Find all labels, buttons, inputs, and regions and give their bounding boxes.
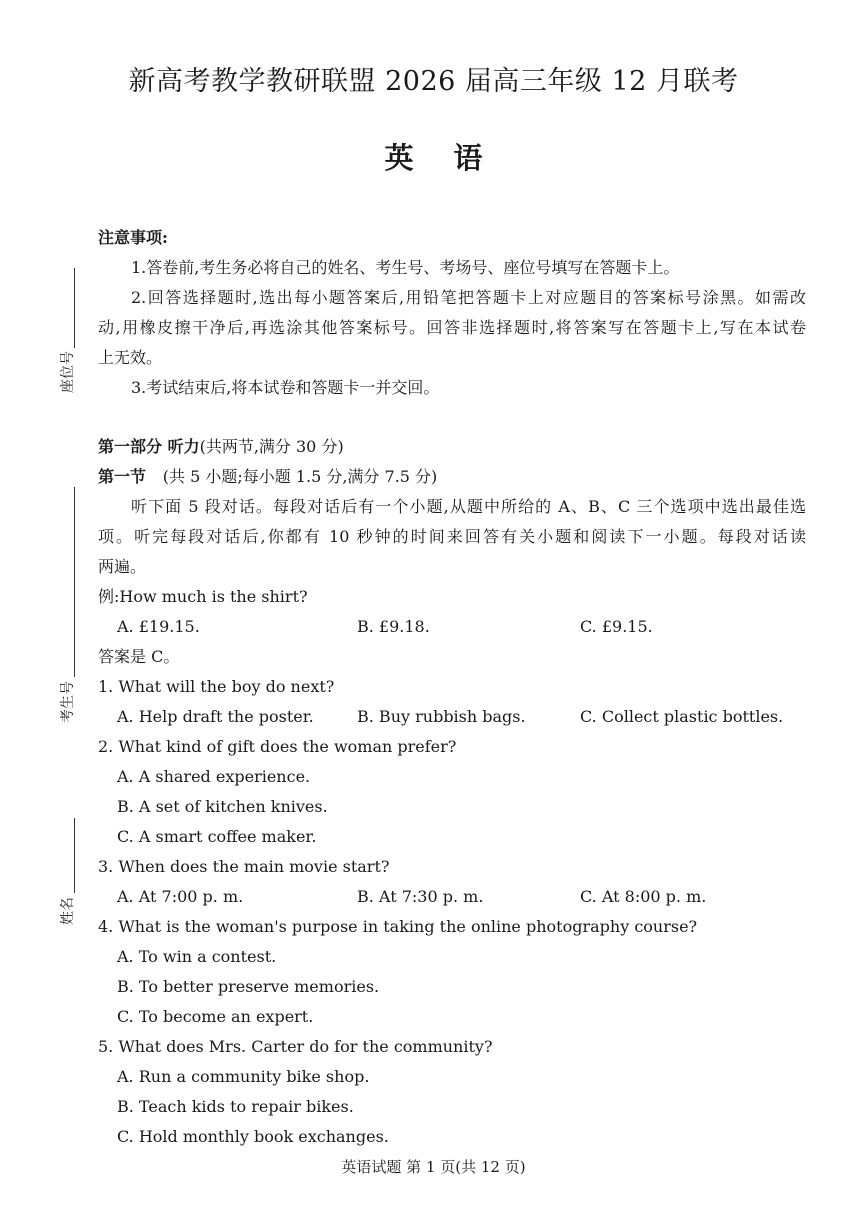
notice-heading: 注意事项: [98, 228, 168, 247]
notice-item-2-line-2: 动,用橡皮擦干净后,再选涂其他答案标号。回答非选择题时,将答案写在答题卡上,写在本试卷 [98, 318, 806, 337]
question-5-option-a: A. Run a community bike shop. [117, 1067, 370, 1086]
example-question: 例:How much is the shirt? [98, 587, 308, 606]
question-4: 4. What is the woman's purpose in taking the online photography course? [98, 917, 698, 936]
exam-body [98, 223, 806, 1152]
example-option-a: A. £19.15. [117, 617, 200, 636]
question-2-option-b: B. A set of kitchen knives. [117, 797, 328, 816]
notice-item-2-line-1: 2.回答选择题时,选出每小题答案后,用铅笔把答题卡上对应题目的答案标号涂黑。如需改 [131, 288, 806, 307]
question-2: 2. What kind of gift does the woman prefer? [98, 737, 457, 756]
seat-label: 座位号 [60, 351, 76, 393]
spacer [98, 424, 806, 432]
page-footer: 英语试题 第 1 页(共 12 页) [341, 1158, 526, 1176]
question-1-option-c: C. Collect plastic bottles. [580, 707, 784, 726]
question-1-option-a: A. Help draft the poster. [117, 707, 314, 726]
example-option-b: B. £9.18. [357, 617, 430, 636]
examinee-line [74, 487, 75, 677]
question-5: 5. What does Mrs. Carter do for the community? [98, 1037, 493, 1056]
question-3: 3. When does the main movie start? [98, 857, 390, 876]
example-option-c: C. £9.15. [580, 617, 653, 636]
examinee-no-label: 考生号 [60, 681, 76, 723]
section-1-score: (共 5 小题;每小题 1.5 分,满分 7.5 分) [162, 467, 438, 486]
spacer [98, 403, 806, 424]
example-answer: 答案是 C。 [98, 647, 180, 666]
question-3-option-b: B. At 7:30 p. m. [357, 887, 484, 906]
name-line [74, 818, 75, 893]
question-2-option-a: A. A shared experience. [117, 767, 311, 786]
exam-title: 新高考教学教研联盟 2026 届高三年级 12 月联考 [128, 66, 739, 97]
section-1-title: 第一节 [98, 467, 147, 486]
question-3-options [98, 882, 806, 912]
example-options [98, 612, 806, 642]
seat-line [74, 268, 75, 348]
part-1-score: (共两节,满分 30 分) [199, 437, 344, 456]
name-label: 姓名 [60, 897, 76, 925]
notice-item-1: 1.答卷前,考生务必将自己的姓名、考生号、考场号、座位号填写在答题卡上。 [131, 258, 680, 277]
question-2-option-c: C. A smart coffee maker. [117, 827, 317, 846]
instruction-line-1: 听下面 5 段对话。每段对话后有一个小题,从题中所给的 A、B、C 三个选项中选出最佳选 [131, 497, 806, 516]
instruction-line-3: 两遍。 [98, 557, 147, 576]
question-4-option-b: B. To better preserve memories. [117, 977, 380, 996]
part-1-title: 第一部分 听力 [98, 437, 200, 456]
question-3-option-a: A. At 7:00 p. m. [117, 887, 244, 906]
instruction-line-2: 项。听完每段对话后,你都有 10 秒钟的时间来回答有关小题和阅读下一小题。每段对话读 [98, 527, 806, 546]
exam-subject: 英语 [384, 141, 523, 175]
question-5-option-c: C. Hold monthly book exchanges. [117, 1127, 389, 1146]
question-1-options [98, 702, 806, 732]
question-3-option-c: C. At 8:00 p. m. [580, 887, 707, 906]
question-5-option-b: B. Teach kids to repair bikes. [117, 1097, 354, 1116]
question-1: 1. What will the boy do next? [98, 677, 335, 696]
notice-item-2-line-3: 上无效。 [98, 348, 163, 367]
question-4-option-c: C. To become an expert. [117, 1007, 314, 1026]
part-1-heading [98, 432, 806, 462]
question-1-option-b: B. Buy rubbish bags. [357, 707, 526, 726]
section-1-heading [98, 462, 806, 492]
notice-item-3: 3.考试结束后,将本试卷和答题卡一并交回。 [131, 378, 440, 397]
question-4-option-a: A. To win a contest. [117, 947, 277, 966]
